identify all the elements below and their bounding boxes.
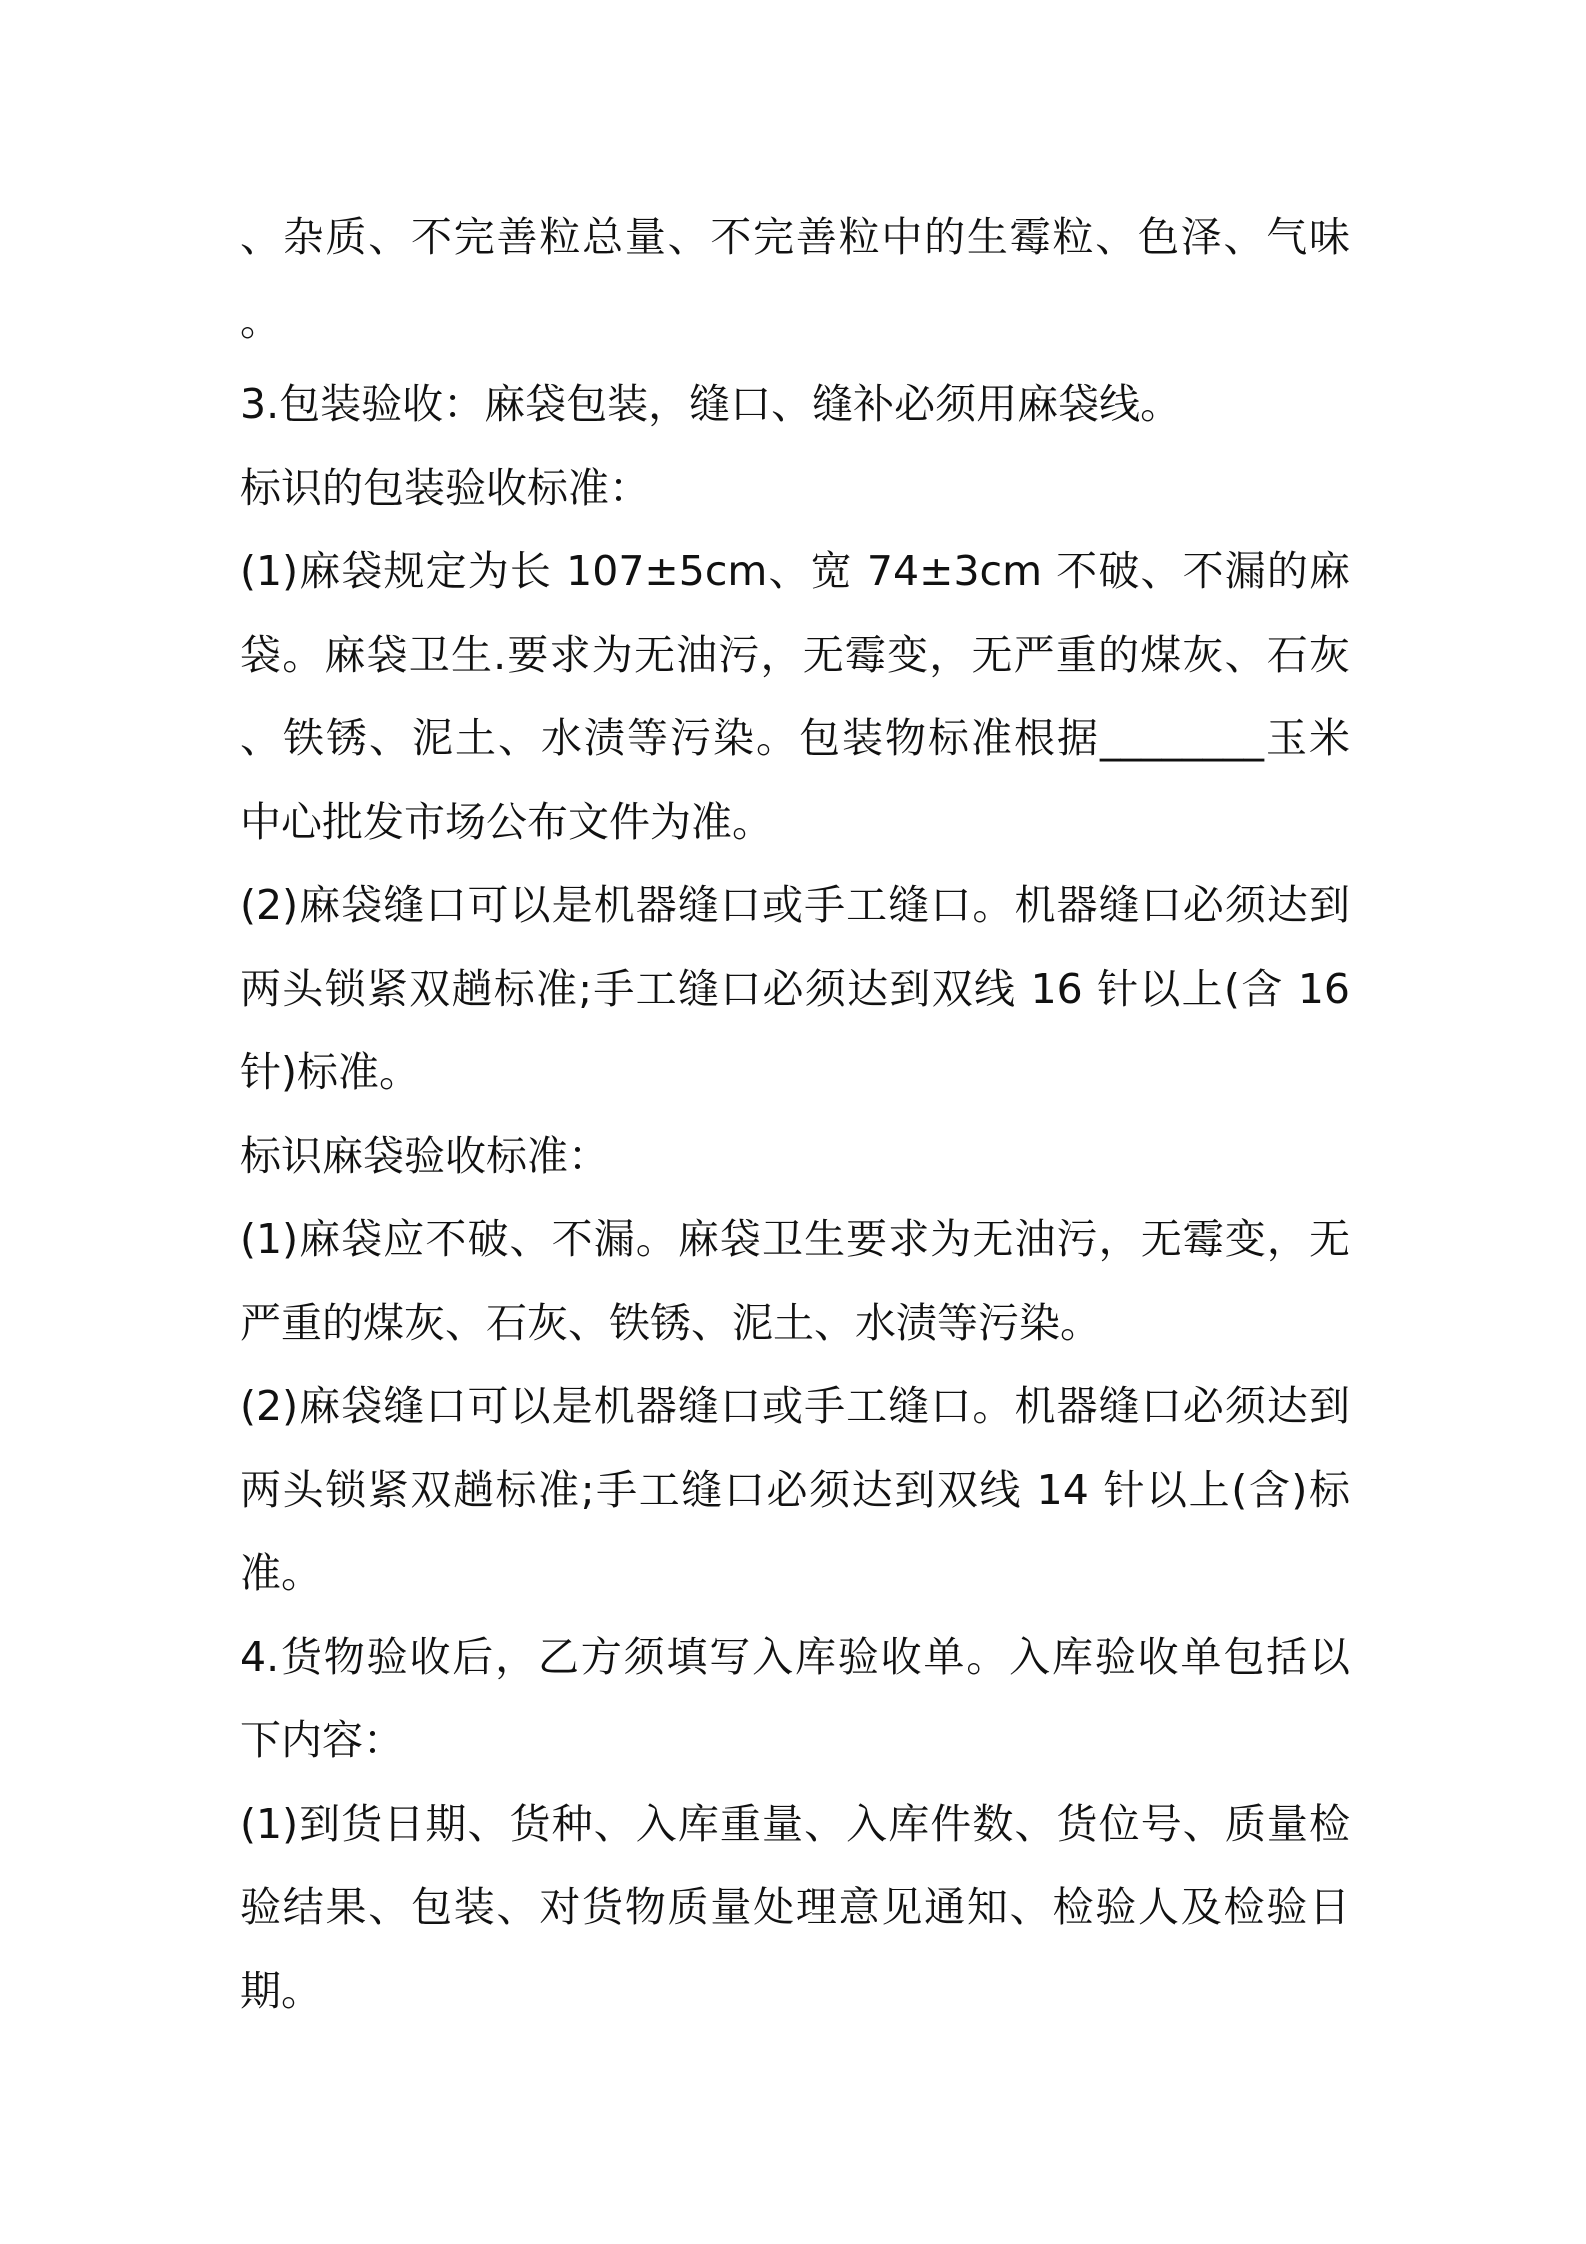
section-heading: 4.货物验收后，乙方须填写入库验收单。入库验收单包括以 — [240, 1632, 1350, 1681]
text-line: 验结果、包装、对货物质量处理意见通知、检验人及检验日 — [240, 1883, 1350, 1931]
text-line: 两头锁紧双趟标准;手工缝口必须达到双线 14 针以上(含)标 — [240, 1465, 1350, 1514]
section-heading: 3.包装验收：麻袋包装，缝口、缝补必须用麻袋线。 — [240, 380, 1182, 428]
text-line: (1)到货日期、货种、入库重量、入库件数、货位号、质量检 — [240, 1799, 1350, 1848]
text-line: 、杂质、不完善粒总量、不完善粒中的生霉粒、色泽、气味 — [240, 213, 1350, 261]
subheading: 标识的包装验收标准： — [240, 463, 650, 512]
text-line: (1)麻袋应不破、不漏。麻袋卫生要求为无油污，无霉变，无 — [240, 1215, 1350, 1263]
text-line: 准。 — [240, 1549, 322, 1597]
text-line: (1)麻袋规定为长 107±5cm、宽 74±3cm 不破、不漏的麻 — [240, 547, 1350, 595]
text-line: 针)标准。 — [240, 1048, 420, 1096]
document-page — [240, 196, 1350, 2033]
text-line: 袋。麻袋卫生.要求为无油污，无霉变，无严重的煤灰、石灰 — [240, 630, 1350, 679]
subheading: 标识麻袋验收标准： — [240, 1131, 609, 1180]
text-line: 严重的煤灰、石灰、铁锈、泥土、水渍等污染。 — [240, 1298, 1101, 1347]
text-line: 中心批发市场公布文件为准。 — [240, 797, 773, 846]
text-line: 下内容： — [240, 1716, 404, 1764]
text-line: (2)麻袋缝口可以是机器缝口或手工缝口。机器缝口必须达到 — [240, 881, 1350, 929]
text-line: 、铁锈、泥土、水渍等污染。包装物标准根据________玉米 — [240, 714, 1350, 762]
text-line: 期。 — [240, 1966, 322, 2015]
text-line: 两头锁紧双趟标准;手工缝口必须达到双线 16 针以上(含 16 — [240, 964, 1350, 1013]
text-line: (2)麻袋缝口可以是机器缝口或手工缝口。机器缝口必须达到 — [240, 1382, 1350, 1430]
text-line: 。 — [240, 296, 281, 345]
